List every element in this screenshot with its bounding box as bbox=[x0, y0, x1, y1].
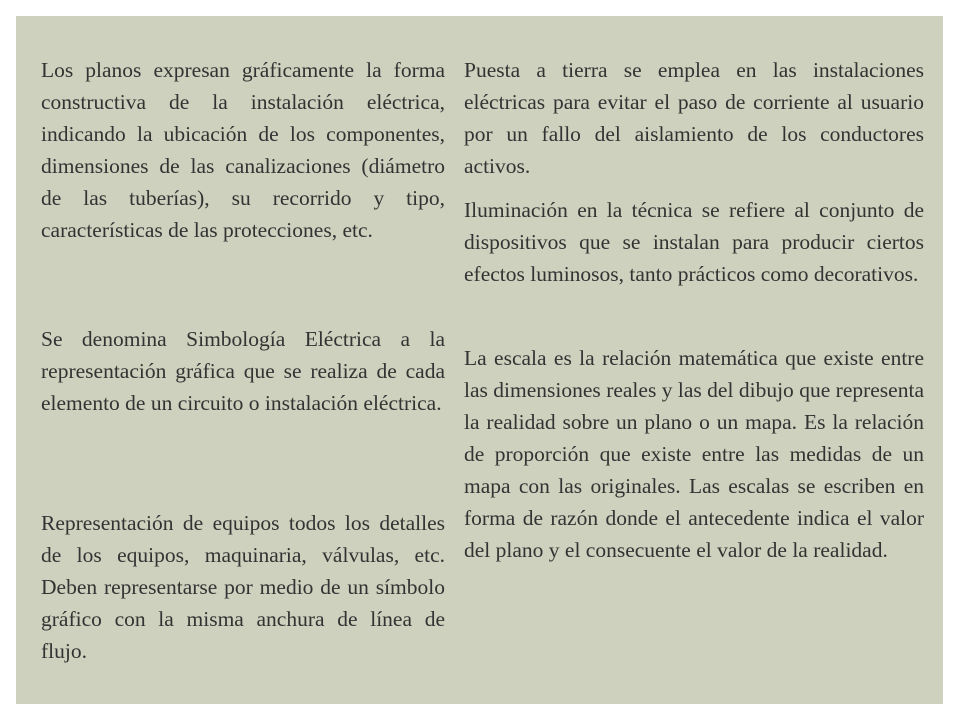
escala-paragraph: La escala es la relación matemática que existe entre las dimensiones reales y las del dibujo que representa la realidad sobre un plano o un mapa. Es la relación de proporción que existe entre las medidas de un mapa con las originales. Las escalas se escriben en forma de razón donde el antecedente indica el valor del plano y el consecuente el valor de la realidad. bbox=[464, 346, 924, 562]
equipos-paragraph: Representación de equipos todos los detalles de los equipos, maquinaria, válvulas, etc. Deben representarse por medio de un símbolo gráfico con la misma anchura de línea de flujo. bbox=[41, 511, 445, 663]
iluminacion-paragraph: Iluminación en la técnica se refiere al conjunto de dispositivos que se instalan para producir ciertos efectos luminosos, tanto prácticos como decorativos. bbox=[464, 198, 924, 286]
slide bbox=[16, 16, 943, 704]
planos-paragraph: Los planos expresan gráficamente la forma constructiva de la instalación eléctrica, indicando la ubicación de los componentes, dimensiones de las canalizaciones (diámetro de las tuberías), su recorrido y tipo, características de las protecciones, etc. bbox=[41, 58, 445, 242]
puesta-a-tierra-paragraph: Puesta a tierra se emplea en las instalaciones eléctricas para evitar el paso de corriente al usuario por un fallo del aislamiento de los conductores activos. bbox=[464, 58, 924, 178]
simbologia-paragraph: Se denomina Simbología Eléctrica a la representación gráfica que se realiza de cada elemento de un circuito o instalación eléctrica. bbox=[41, 327, 445, 415]
